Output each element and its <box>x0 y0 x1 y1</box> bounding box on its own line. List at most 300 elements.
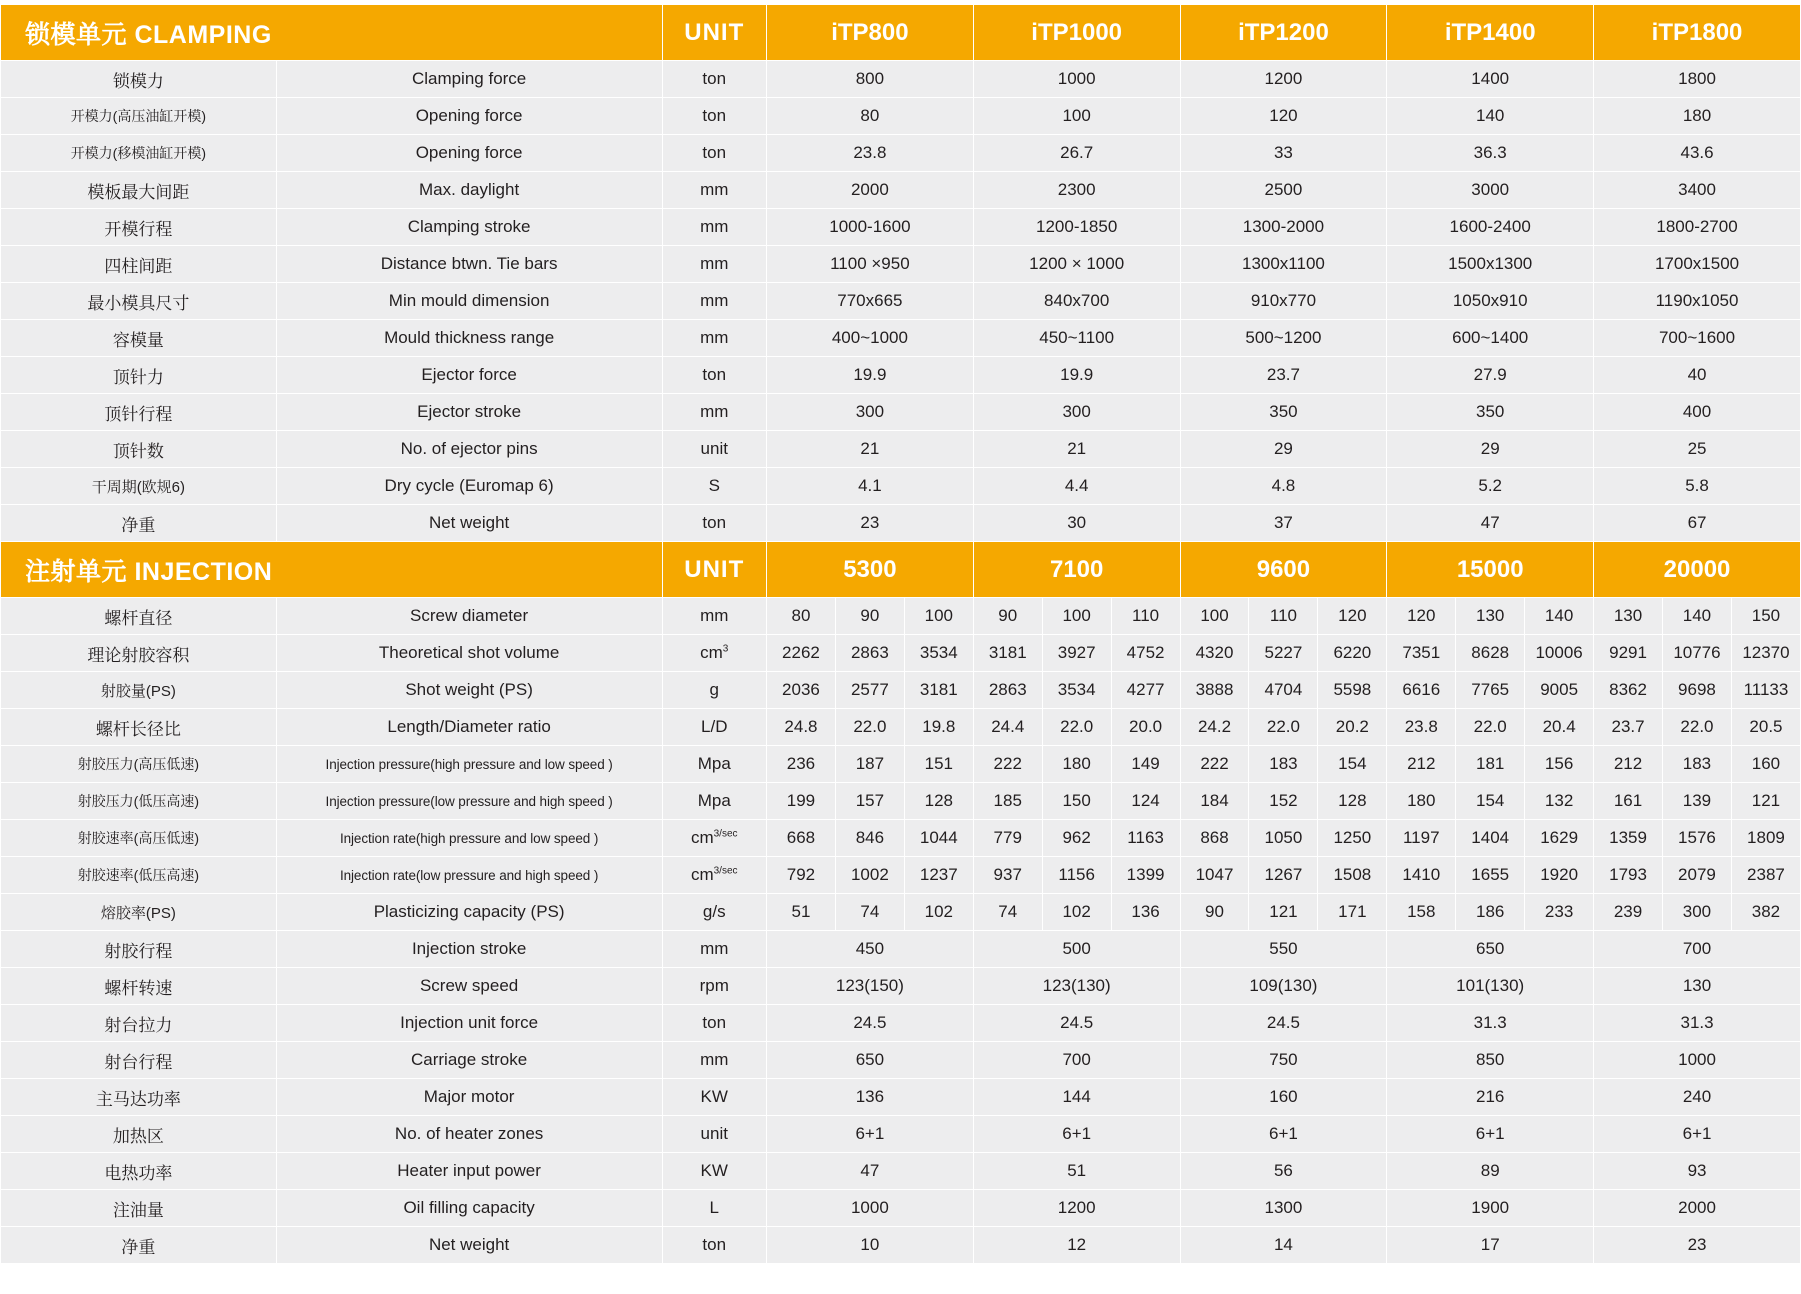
cell-value: 22.0 <box>1456 709 1525 746</box>
cell-value: 1920 <box>1525 857 1594 894</box>
cell-value: 1300x1100 <box>1180 246 1387 283</box>
cell-value: 89 <box>1387 1153 1594 1190</box>
cell-value: 700~1600 <box>1594 320 1801 357</box>
cell-value: 26.7 <box>973 135 1180 172</box>
row-unit: KW <box>662 1153 767 1190</box>
row-label-cn: 射胶行程 <box>1 931 277 968</box>
cell-value: 1200-1850 <box>973 209 1180 246</box>
cell-value: 6616 <box>1387 672 1456 709</box>
cell-value: 4320 <box>1180 635 1249 672</box>
cell-value: 180 <box>1042 746 1111 783</box>
cell-value: 792 <box>767 857 836 894</box>
cell-value: 7351 <box>1387 635 1456 672</box>
cell-value: 80 <box>767 598 836 635</box>
cell-value: 180 <box>1387 783 1456 820</box>
cell-value: 1047 <box>1180 857 1249 894</box>
row-label-cn: 螺杆直径 <box>1 598 277 635</box>
cell-value: 600~1400 <box>1387 320 1594 357</box>
model-header-15000: 15000 <box>1387 542 1594 598</box>
cell-value: 24.4 <box>973 709 1042 746</box>
cell-value: 154 <box>1318 746 1387 783</box>
cell-value: 3000 <box>1387 172 1594 209</box>
table-row <box>1 1042 1801 1079</box>
row-label-cn: 射胶压力(低压高速) <box>1 783 277 820</box>
cell-value: 29 <box>1387 431 1594 468</box>
row-label-cn: 顶针行程 <box>1 394 277 431</box>
cell-value: 23 <box>1594 1227 1801 1264</box>
cell-value: 1508 <box>1318 857 1387 894</box>
cell-value: 136 <box>1111 894 1180 931</box>
cell-value: 199 <box>767 783 836 820</box>
clamping-section-title: 锁模单元 CLAMPING <box>1 5 663 61</box>
row-label-cn: 电热功率 <box>1 1153 277 1190</box>
cell-value: 1190x1050 <box>1594 283 1801 320</box>
row-unit: rpm <box>662 968 767 1005</box>
cell-value: 21 <box>973 431 1180 468</box>
row-label-en: Major motor <box>276 1079 662 1116</box>
row-label-en: Net weight <box>276 1227 662 1264</box>
row-label-cn: 加热区 <box>1 1116 277 1153</box>
cell-value: 161 <box>1594 783 1663 820</box>
row-label-en: Plasticizing capacity (PS) <box>276 894 662 931</box>
cell-value: 51 <box>973 1153 1180 1190</box>
row-label-en: Theoretical shot volume <box>276 635 662 672</box>
cell-value: 2079 <box>1663 857 1732 894</box>
cell-value: 6220 <box>1318 635 1387 672</box>
cell-value: 24.8 <box>767 709 836 746</box>
row-label-en: Carriage stroke <box>276 1042 662 1079</box>
cell-value: 3181 <box>973 635 1042 672</box>
cell-value: 450~1100 <box>973 320 1180 357</box>
cell-value: 140 <box>1525 598 1594 635</box>
unit-header: UNIT <box>662 5 767 61</box>
cell-value: 5.8 <box>1594 468 1801 505</box>
model-header-iTP1400: iTP1400 <box>1387 5 1594 61</box>
cell-value: 2036 <box>767 672 836 709</box>
cell-value: 800 <box>767 61 974 98</box>
cell-value: 4752 <box>1111 635 1180 672</box>
row-label-cn: 顶针数 <box>1 431 277 468</box>
cell-value: 10776 <box>1663 635 1732 672</box>
table-row <box>1 709 1801 746</box>
cell-value: 2577 <box>835 672 904 709</box>
cell-value: 130 <box>1594 598 1663 635</box>
cell-value: 8362 <box>1594 672 1663 709</box>
cell-value: 120 <box>1318 598 1387 635</box>
row-label-en: Dry cycle (Euromap 6) <box>276 468 662 505</box>
cell-value: 1809 <box>1731 820 1800 857</box>
table-row <box>1 320 1801 357</box>
row-label-en: Opening force <box>276 98 662 135</box>
cell-value: 110 <box>1111 598 1180 635</box>
row-label-en: Screw diameter <box>276 598 662 635</box>
row-label-cn: 开模行程 <box>1 209 277 246</box>
cell-value: 123(130) <box>973 968 1180 1005</box>
cell-value: 181 <box>1456 746 1525 783</box>
cell-value: 500 <box>973 931 1180 968</box>
row-label-cn: 主马达功率 <box>1 1079 277 1116</box>
cell-value: 3400 <box>1594 172 1801 209</box>
cell-value: 120 <box>1387 598 1456 635</box>
cell-value: 3534 <box>904 635 973 672</box>
cell-value: 21 <box>767 431 974 468</box>
cell-value: 300 <box>1663 894 1732 931</box>
cell-value: 150 <box>1042 783 1111 820</box>
cell-value: 216 <box>1387 1079 1594 1116</box>
cell-value: 56 <box>1180 1153 1387 1190</box>
row-unit: ton <box>662 1227 767 1264</box>
row-label-cn: 净重 <box>1 1227 277 1264</box>
cell-value: 10006 <box>1525 635 1594 672</box>
cell-value: 550 <box>1180 931 1387 968</box>
row-unit: $cm^{3/sec}$ <box>662 857 767 894</box>
cell-value: 500~1200 <box>1180 320 1387 357</box>
cell-value: 1800 <box>1594 61 1801 98</box>
row-label-cn: 顶针力 <box>1 357 277 394</box>
table-row <box>1 135 1801 172</box>
cell-value: 47 <box>767 1153 974 1190</box>
cell-value: 840x700 <box>973 283 1180 320</box>
cell-value: 20.2 <box>1318 709 1387 746</box>
cell-value: 171 <box>1318 894 1387 931</box>
table-row <box>1 283 1801 320</box>
cell-value: 1359 <box>1594 820 1663 857</box>
cell-value: 1250 <box>1318 820 1387 857</box>
cell-value: 100 <box>1042 598 1111 635</box>
cell-value: 23.7 <box>1594 709 1663 746</box>
cell-value: 6+1 <box>1594 1116 1801 1153</box>
row-unit: mm <box>662 283 767 320</box>
row-label-cn: 注油量 <box>1 1190 277 1227</box>
model-header-iTP1200: iTP1200 <box>1180 5 1387 61</box>
cell-value: 212 <box>1594 746 1663 783</box>
cell-value: 130 <box>1456 598 1525 635</box>
cell-value: 157 <box>835 783 904 820</box>
row-label-cn: 干周期(欧规6) <box>1 468 277 505</box>
row-label-en: Max. daylight <box>276 172 662 209</box>
table-row <box>1 61 1801 98</box>
cell-value: 47 <box>1387 505 1594 542</box>
row-label-cn: 射胶压力(高压低速) <box>1 746 277 783</box>
table-row <box>1 394 1801 431</box>
cell-value: 5227 <box>1249 635 1318 672</box>
cell-value: 100 <box>973 98 1180 135</box>
row-label-en: Injection rate(high pressure and low speed ) <box>276 820 662 857</box>
row-label-en: Oil filling capacity <box>276 1190 662 1227</box>
cell-value: 779 <box>973 820 1042 857</box>
cell-value: 9005 <box>1525 672 1594 709</box>
row-unit: $cm^3$ <box>662 635 767 672</box>
cell-value: 27.9 <box>1387 357 1594 394</box>
cell-value: 1000 <box>973 61 1180 98</box>
row-label-en: Heater input power <box>276 1153 662 1190</box>
cell-value: 17 <box>1387 1227 1594 1264</box>
injection-section-title: 注射单元 INJECTION <box>1 542 663 598</box>
cell-value: 1300-2000 <box>1180 209 1387 246</box>
cell-value: 300 <box>767 394 974 431</box>
row-unit: unit <box>662 431 767 468</box>
table-row <box>1 857 1801 894</box>
cell-value: 19.8 <box>904 709 973 746</box>
model-header-7100: 7100 <box>973 542 1180 598</box>
cell-value: 1000 <box>767 1190 974 1227</box>
row-unit: Mpa <box>662 746 767 783</box>
cell-value: 6+1 <box>1180 1116 1387 1153</box>
cell-value: 20.4 <box>1525 709 1594 746</box>
cell-value: 1800-2700 <box>1594 209 1801 246</box>
cell-value: 130 <box>1594 968 1801 1005</box>
cell-value: 140 <box>1387 98 1594 135</box>
cell-value: 22.0 <box>835 709 904 746</box>
cell-value: 90 <box>1180 894 1249 931</box>
cell-value: 109(130) <box>1180 968 1387 1005</box>
table-row <box>1 1079 1801 1116</box>
cell-value: 124 <box>1111 783 1180 820</box>
cell-value: 158 <box>1387 894 1456 931</box>
cell-value: 350 <box>1180 394 1387 431</box>
model-header-iTP1800: iTP1800 <box>1594 5 1801 61</box>
cell-value: 3534 <box>1042 672 1111 709</box>
table-row <box>1 894 1801 931</box>
cell-value: 1600-2400 <box>1387 209 1594 246</box>
cell-value: 128 <box>1318 783 1387 820</box>
cell-value: 4.4 <box>973 468 1180 505</box>
cell-value: 183 <box>1663 746 1732 783</box>
row-label-en: Opening force <box>276 135 662 172</box>
model-header-9600: 9600 <box>1180 542 1387 598</box>
cell-value: 12370 <box>1731 635 1800 672</box>
cell-value: 1237 <box>904 857 973 894</box>
cell-value: 962 <box>1042 820 1111 857</box>
table-row <box>1 1227 1801 1264</box>
cell-value: 6+1 <box>973 1116 1180 1153</box>
row-label-en: Screw speed <box>276 968 662 1005</box>
row-unit: g/s <box>662 894 767 931</box>
clamping-header-row <box>1 5 1801 61</box>
table-row <box>1 1153 1801 1190</box>
row-label-en: Injection pressure(low pressure and high speed ) <box>276 783 662 820</box>
cell-value: 22.0 <box>1663 709 1732 746</box>
cell-value: 67 <box>1594 505 1801 542</box>
cell-value: 154 <box>1456 783 1525 820</box>
table-row <box>1 598 1801 635</box>
cell-value: 2300 <box>973 172 1180 209</box>
row-unit: mm <box>662 598 767 635</box>
row-unit: mm <box>662 394 767 431</box>
row-unit: g <box>662 672 767 709</box>
cell-value: 29 <box>1180 431 1387 468</box>
table-row <box>1 431 1801 468</box>
row-label-en: Ejector stroke <box>276 394 662 431</box>
cell-value: 101(130) <box>1387 968 1594 1005</box>
cell-value: 110 <box>1249 598 1318 635</box>
cell-value: 90 <box>835 598 904 635</box>
cell-value: 937 <box>973 857 1042 894</box>
cell-value: 93 <box>1594 1153 1801 1190</box>
cell-value: 650 <box>1387 931 1594 968</box>
row-label-en: Mould thickness range <box>276 320 662 357</box>
cell-value: 74 <box>835 894 904 931</box>
cell-value: 25 <box>1594 431 1801 468</box>
cell-value: 74 <box>973 894 1042 931</box>
cell-value: 1197 <box>1387 820 1456 857</box>
cell-value: 152 <box>1249 783 1318 820</box>
cell-value: 1576 <box>1663 820 1732 857</box>
cell-value: 132 <box>1525 783 1594 820</box>
cell-value: 1156 <box>1042 857 1111 894</box>
cell-value: 846 <box>835 820 904 857</box>
cell-value: 8628 <box>1456 635 1525 672</box>
table-row <box>1 672 1801 709</box>
row-unit: ton <box>662 505 767 542</box>
cell-value: 1793 <box>1594 857 1663 894</box>
cell-value: 4704 <box>1249 672 1318 709</box>
cell-value: 1200 × 1000 <box>973 246 1180 283</box>
cell-value: 5.2 <box>1387 468 1594 505</box>
model-header-iTP800: iTP800 <box>767 5 974 61</box>
row-label-cn: 开模力(移模油缸开模) <box>1 135 277 172</box>
cell-value: 1300 <box>1180 1190 1387 1227</box>
cell-value: 33 <box>1180 135 1387 172</box>
row-unit: L/D <box>662 709 767 746</box>
cell-value: 150 <box>1731 598 1800 635</box>
cell-value: 1500x1300 <box>1387 246 1594 283</box>
cell-value: 1100 ×950 <box>767 246 974 283</box>
cell-value: 12 <box>973 1227 1180 1264</box>
specification-table <box>0 4 1801 1264</box>
row-label-cn: 模板最大间距 <box>1 172 277 209</box>
cell-value: 1002 <box>835 857 904 894</box>
cell-value: 650 <box>767 1042 974 1079</box>
cell-value: 43.6 <box>1594 135 1801 172</box>
cell-value: 100 <box>904 598 973 635</box>
cell-value: 160 <box>1180 1079 1387 1116</box>
row-label-cn: 螺杆转速 <box>1 968 277 1005</box>
cell-value: 668 <box>767 820 836 857</box>
cell-value: 2863 <box>973 672 1042 709</box>
cell-value: 185 <box>973 783 1042 820</box>
row-label-cn: 射台拉力 <box>1 1005 277 1042</box>
cell-value: 1410 <box>1387 857 1456 894</box>
cell-value: 11133 <box>1731 672 1800 709</box>
cell-value: 51 <box>767 894 836 931</box>
cell-value: 850 <box>1387 1042 1594 1079</box>
row-label-en: Injection pressure(high pressure and low speed ) <box>276 746 662 783</box>
table-row <box>1 820 1801 857</box>
table-row <box>1 1190 1801 1227</box>
row-label-en: Clamping force <box>276 61 662 98</box>
table-row <box>1 783 1801 820</box>
table-row <box>1 246 1801 283</box>
cell-value: 1404 <box>1456 820 1525 857</box>
row-label-cn: 四柱间距 <box>1 246 277 283</box>
cell-value: 2262 <box>767 635 836 672</box>
row-label-en: Length/Diameter ratio <box>276 709 662 746</box>
cell-value: 1900 <box>1387 1190 1594 1227</box>
cell-value: 6+1 <box>767 1116 974 1153</box>
row-label-cn: 开模力(高压油缸开模) <box>1 98 277 135</box>
row-label-en: Injection stroke <box>276 931 662 968</box>
table-row <box>1 468 1801 505</box>
unit-superscript: 3 <box>722 643 729 655</box>
cell-value: 31.3 <box>1387 1005 1594 1042</box>
cell-value: 770x665 <box>767 283 974 320</box>
row-unit: ton <box>662 61 767 98</box>
cell-value: 22.0 <box>1249 709 1318 746</box>
row-label-cn: 净重 <box>1 505 277 542</box>
cell-value: 24.5 <box>1180 1005 1387 1042</box>
cell-value: 1399 <box>1111 857 1180 894</box>
cell-value: 149 <box>1111 746 1180 783</box>
row-label-cn: 熔胶率(PS) <box>1 894 277 931</box>
row-label-en: Shot weight (PS) <box>276 672 662 709</box>
row-label-en: Net weight <box>276 505 662 542</box>
cell-value: 23.7 <box>1180 357 1387 394</box>
cell-value: 1267 <box>1249 857 1318 894</box>
unit-header-injection: UNIT <box>662 542 767 598</box>
row-label-en: Clamping stroke <box>276 209 662 246</box>
cell-value: 121 <box>1249 894 1318 931</box>
cell-value: 24.5 <box>973 1005 1180 1042</box>
cell-value: 4.8 <box>1180 468 1387 505</box>
row-label-en: Distance btwn. Tie bars <box>276 246 662 283</box>
cell-value: 1163 <box>1111 820 1180 857</box>
cell-value: 19.9 <box>767 357 974 394</box>
cell-value: 222 <box>1180 746 1249 783</box>
cell-value: 2863 <box>835 635 904 672</box>
row-label-en: Injection rate(low pressure and high speed ) <box>276 857 662 894</box>
row-label-cn: 射台行程 <box>1 1042 277 1079</box>
row-label-cn: 射胶量(PS) <box>1 672 277 709</box>
cell-value: 20.0 <box>1111 709 1180 746</box>
cell-value: 2000 <box>1594 1190 1801 1227</box>
cell-value: 160 <box>1731 746 1800 783</box>
cell-value: 1200 <box>1180 61 1387 98</box>
cell-value: 36.3 <box>1387 135 1594 172</box>
cell-value: 350 <box>1387 394 1594 431</box>
cell-value: 2387 <box>1731 857 1800 894</box>
cell-value: 183 <box>1249 746 1318 783</box>
row-unit: mm <box>662 320 767 357</box>
cell-value: 700 <box>1594 931 1801 968</box>
cell-value: 151 <box>904 746 973 783</box>
cell-value: 6+1 <box>1387 1116 1594 1153</box>
cell-value: 23.8 <box>767 135 974 172</box>
cell-value: 184 <box>1180 783 1249 820</box>
cell-value: 19.9 <box>973 357 1180 394</box>
table-row <box>1 1005 1801 1042</box>
row-label-cn: 射胶速率(高压低速) <box>1 820 277 857</box>
cell-value: 233 <box>1525 894 1594 931</box>
cell-value: 3888 <box>1180 672 1249 709</box>
row-label-en: No. of ejector pins <box>276 431 662 468</box>
table-row <box>1 357 1801 394</box>
cell-value: 9698 <box>1663 672 1732 709</box>
cell-value: 4277 <box>1111 672 1180 709</box>
cell-value: 750 <box>1180 1042 1387 1079</box>
cell-value: 144 <box>973 1079 1180 1116</box>
cell-value: 300 <box>973 394 1180 431</box>
cell-value: 700 <box>973 1042 1180 1079</box>
row-label-en: Ejector force <box>276 357 662 394</box>
cell-value: 1044 <box>904 820 973 857</box>
cell-value: 1200 <box>973 1190 1180 1227</box>
table-row <box>1 746 1801 783</box>
row-label-cn: 螺杆长径比 <box>1 709 277 746</box>
cell-value: 14 <box>1180 1227 1387 1264</box>
table-body <box>1 5 1801 1264</box>
row-unit: ton <box>662 1005 767 1042</box>
